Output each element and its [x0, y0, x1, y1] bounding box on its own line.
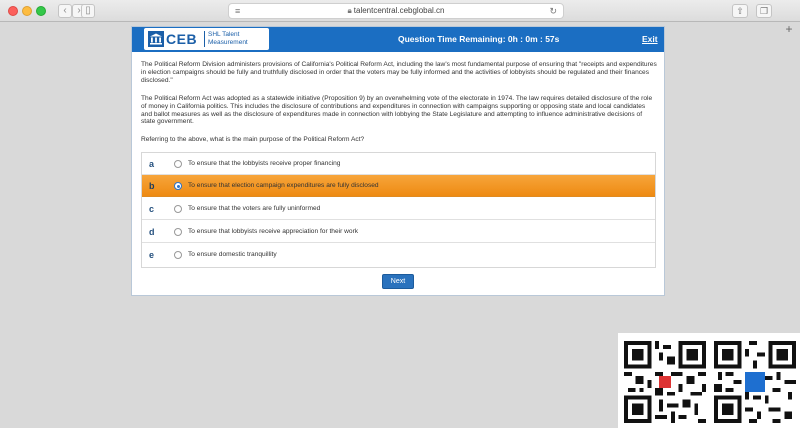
option-letter: d [149, 227, 155, 237]
option-d-radio[interactable] [174, 228, 182, 236]
option-c[interactable] [142, 198, 655, 220]
bank-icon [148, 31, 164, 47]
option-d[interactable] [142, 221, 655, 243]
answer-options [141, 152, 656, 268]
qr-code-icon [624, 341, 706, 423]
next-button[interactable]: Next [382, 274, 414, 289]
tabs-button[interactable] [756, 4, 772, 18]
address-bar[interactable] [228, 3, 564, 19]
sidebar-icon: ▯ [85, 5, 91, 16]
option-a-radio[interactable] [174, 160, 182, 168]
option-letter: e [149, 250, 155, 260]
qr-code-overlay [618, 333, 800, 428]
option-e[interactable] [142, 244, 655, 266]
option-c-radio[interactable] [174, 205, 182, 213]
ceb-logo [144, 28, 269, 50]
back-button[interactable] [58, 4, 72, 18]
option-letter: a [149, 159, 155, 169]
option-a[interactable] [142, 153, 655, 175]
option-text: To ensure that the voters are fully uninformed [188, 205, 321, 212]
logo-text: CEB [166, 31, 198, 47]
share-button[interactable] [732, 4, 748, 18]
option-b-radio[interactable] [174, 182, 182, 190]
qr-code-icon [714, 341, 796, 423]
lock-icon: 🔒︎ [347, 6, 352, 15]
share-icon: ⇧ [736, 6, 744, 16]
option-letter: b [149, 181, 155, 191]
logo-subtitle: SHL Talent Measurement [208, 31, 248, 46]
option-text: To ensure domestic tranquillity [188, 251, 277, 258]
test-panel [131, 26, 665, 296]
close-window-button[interactable] [8, 6, 18, 16]
reload-icon[interactable]: ↻ [549, 6, 557, 16]
option-letter: c [149, 204, 155, 214]
browser-toolbar [0, 0, 800, 22]
logo-divider [204, 31, 205, 47]
url-text: talentcentral.cebglobal.cn [353, 6, 445, 15]
zoom-window-button[interactable] [36, 6, 46, 16]
option-text: To ensure that lobbyists receive appreciation for their work [188, 228, 359, 235]
question-timer: Question Time Remaining: 0h : 0m : 57s [398, 34, 560, 44]
test-header [132, 27, 664, 52]
exit-link[interactable]: Exit [642, 34, 658, 44]
new-tab-button[interactable] [782, 22, 796, 36]
question-text: Referring to the above, what is the main purpose of the Political Reform Act? [141, 136, 365, 143]
chevron-left-icon: ‹ [63, 5, 67, 16]
option-b[interactable] [142, 175, 655, 197]
option-e-radio[interactable] [174, 251, 182, 259]
tabs-icon: ❐ [759, 6, 769, 16]
sidebar-toggle-button[interactable] [81, 4, 95, 18]
option-text: To ensure that election campaign expenditures are fully disclosed [188, 182, 379, 189]
chevron-right-icon: › [77, 5, 81, 16]
passage-paragraph-1: The Political Reform Division administers provisions of California's Political Reform Act, including the law's most fundamental purpose of ensuring that "receipts and expenditures in election campaigns should be fully and truthfully disclosed in order that the voters may be fully informed and the activities of lobbyists should be regulated and their finances disclosed." [141, 61, 657, 84]
passage-paragraph-2: The Political Reform Act was adopted as a statewide initiative (Proposition 9) by an overwhelming vote of the electorate in 1974. The law requires detailed disclosure of the role of money in California politics. This includes the disclosure of contributions and expenditures in connection with campaigns supporting or opposing state and local candidates and ballot measures as well as the disclosure of expenditures made in connection with lobbying the State Legislature and attempting to influence administrative decisions of state government. [141, 95, 653, 126]
plus-icon: + [785, 22, 793, 36]
option-text: To ensure that the lobbyists receive proper financing [188, 160, 341, 167]
minimize-window-button[interactable] [22, 6, 32, 16]
reader-icon[interactable]: ≡ [235, 6, 241, 16]
